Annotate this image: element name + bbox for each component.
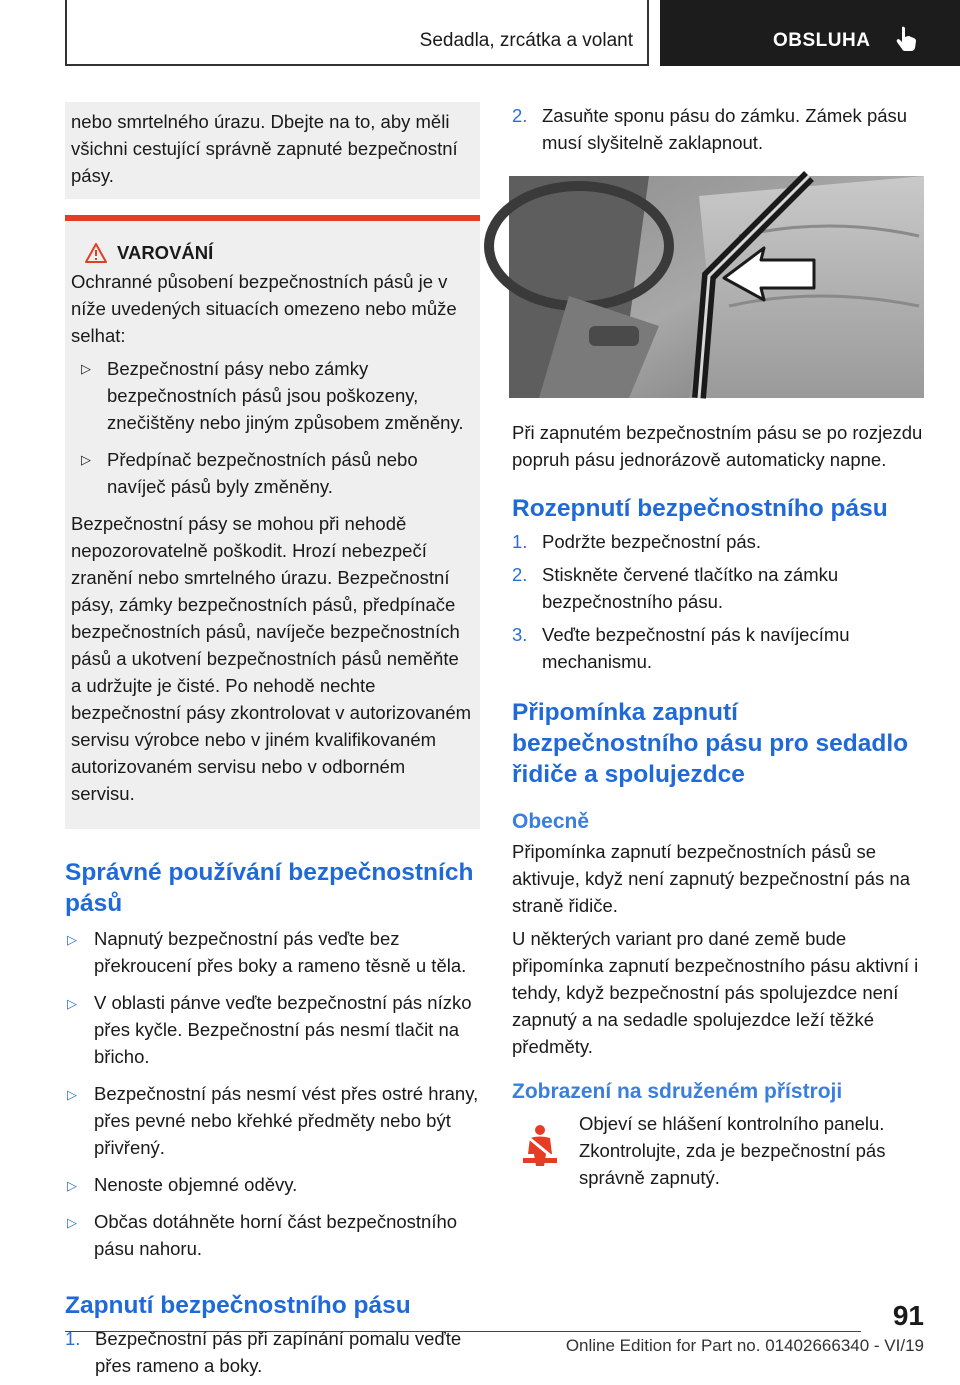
list-item: 3. Veďte bezpečnostní pás k navíjecímu mechanismu. [512,624,850,672]
list-item: 2. Stiskněte červené tlačítko na zámku bezpečnostního pásu. [512,564,839,612]
triangle-bullet-icon: ▷ [81,452,91,467]
triangle-bullet-icon: ▷ [67,996,77,1011]
warning-box [65,215,480,829]
general-heading: Obecně [512,810,590,833]
cluster-text: Objeví se hlášení kontrolního panelu. Zkontrolujte, zda je bezpečnostní pás správně zapnutý. [579,1113,886,1188]
warning-triangle-icon [85,243,107,263]
warning-header [85,239,472,266]
reminder-heading: Připomínka zapnutí bezpečnostního pásu pro sedadlo řidiče a spolujezdce [512,699,909,788]
header-chapter-title: OBSLUHA [773,30,871,51]
cluster-heading: Zobrazení na sdruženém přístroji [512,1080,843,1103]
list-item: ▷ Bezpečnostní pásy nebo zámky bezpečnostních pásů jsou poškozeny, znečištěny nebo jiným způsobem změněny. [71,355,472,436]
list-item: ▷ Napnutý bezpečnostní pás veďte bez překroucení přes boky a rameno těsně u těla. [67,928,467,976]
triangle-bullet-icon: ▷ [67,1178,77,1193]
unfasten-heading: Rozepnutí bezpečnostního pásu [512,495,888,522]
pointing-hand-icon [896,26,918,52]
general-paragraph-2: U některých variant pro dané země bude připomínka zapnutí bezpečnostního pásu aktivní i tehdy, když bezpečnostní pás spolujezdce není zapnutý a na sedadle spolujezdce leží těžké předměty. [512,928,919,1057]
fasten-heading: Zapnutí bezpečnostního pásu [65,1292,411,1319]
warning-body: Bezpečnostní pásy se mohou při nehodě nepozorovatelně poškodit. Hrozí nebezpečí zranění nebo smrtelného úrazu. Bezpečnostní pásy, zámky bezpečnostních pásů, předpínače bezpečnostních pásů, navíječe bezpečnostních pásů a ukotvení bezpečnostních pásů neměňte a udržujte je čisté. Po nehodě nechte bezpečnostní pásy zkontrolovat v autorizovaném servisu výrobce nebo v jiném kvalifikovaném autorizovaném servisu nebo v odborném servisu. [71,513,472,804]
intro-box [65,102,480,199]
warning-list [71,355,472,500]
list-item: ▷ Občas dotáhněte horní část bezpečnostního pásu nahoru. [67,1211,458,1259]
list-item: ▷ Bezpečnostní pás nesmí vést přes ostré hrany, přes pevné nebo křehké předměty nebo být přivřený. [67,1083,479,1158]
fasten-steps-right [512,102,924,156]
usage-heading: Správné používání bezpečnostních pásů [65,859,474,917]
warning-title: VAROVÁNÍ [117,242,214,263]
header-section-box [65,0,649,66]
triangle-bullet-icon: ▷ [81,361,91,376]
list-item: 1. Podržte bezpečnostní pás. [512,531,762,552]
general-paragraph-1: Připomínka zapnutí bezpečnostních pásů se aktivuje, když není zapnutý bezpečnostní pás na straně řidiče. [512,841,911,916]
list-item: ▷ V oblasti pánve veďte bezpečnostní pás nízko přes kyčle. Bezpečnostní pás nesmí tlačit na břicho. [67,992,472,1067]
triangle-bullet-icon: ▷ [67,1215,77,1230]
list-item: ▷ Předpínač bezpečnostních pásů nebo navíječ pásů byly změněny. [71,446,472,500]
usage-list [65,925,480,1262]
header-chapter-tab [660,0,960,66]
left-column [65,102,480,1385]
right-column [512,102,924,1191]
warning-lead: Ochranné působení bezpečnostních pásů je v níže uvedených situacích omezeno nebo může selhat: [71,271,457,346]
header-section-title: Sedadla, zrcátka a volant [419,30,633,51]
list-item: 2. Zasuňte sponu pásu do zámku. Zámek pásu musí slyšitelně zaklapnout. [512,105,908,153]
unfasten-steps [512,528,924,675]
footer-edition: Online Edition for Part no. 01402666340 - VI/19 [565,1336,924,1355]
seat-belt-warning-icon [520,1124,560,1168]
fasten-steps-left [65,1325,480,1379]
list-item: 1. Bezpečnostní pás při zapínání pomalu veďte přes rameno a boky. [65,1328,462,1376]
cluster-message [512,1110,924,1191]
list-item: ▷ Nenoste objemné oděvy. [65,1171,480,1198]
intro-text: nebo smrtelného úrazu. Dbejte na to, aby měli všichni cestující správně zapnuté bezpečnostní pásy. [71,111,458,186]
page-number: 91 [892,1300,924,1331]
seat-belt-buckle-photo [509,176,924,398]
triangle-bullet-icon: ▷ [67,1087,77,1102]
triangle-bullet-icon: ▷ [67,932,77,947]
after-photo-text: Při zapnutém bezpečnostním pásu se po rozjezdu popruh pásu jednorázově automaticky napne. [512,422,923,470]
footer-divider [65,1331,861,1332]
